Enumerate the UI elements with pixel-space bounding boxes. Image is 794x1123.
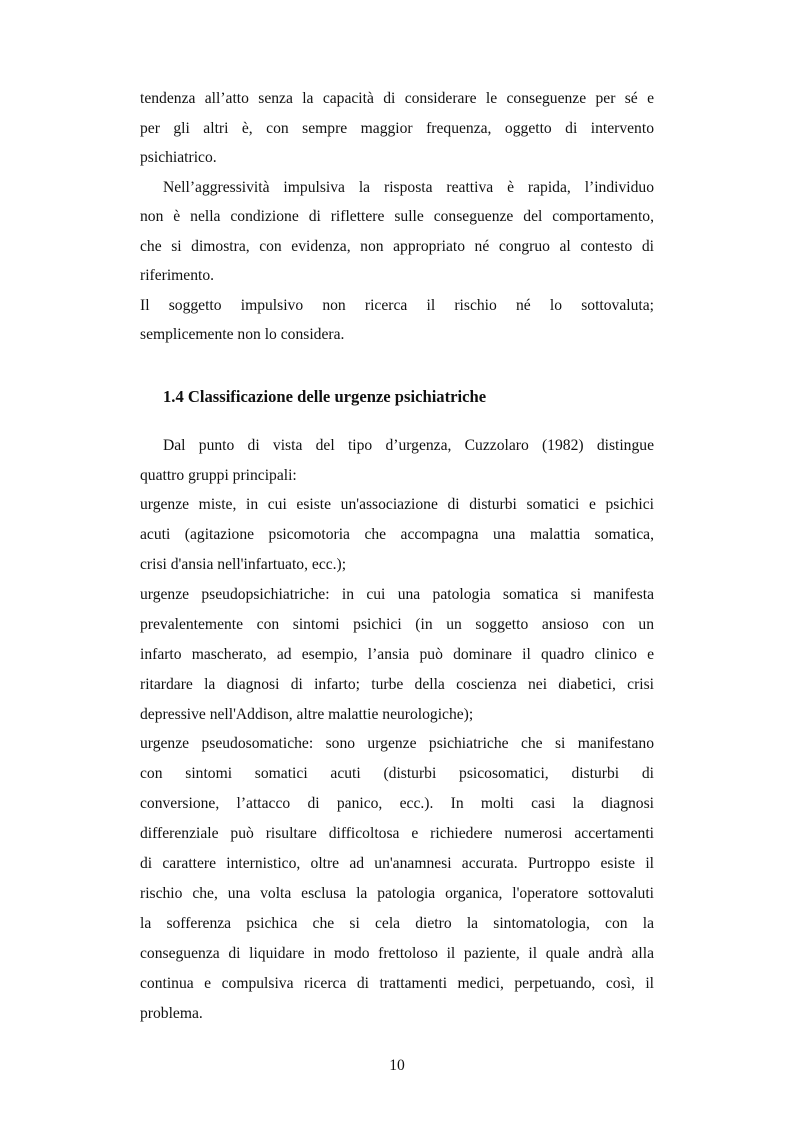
- text-line: continua e compulsiva ricerca di trattamenti medici, perpetuando, così, il: [140, 975, 654, 992]
- text-line: quattro gruppi principali:: [140, 467, 297, 484]
- text-line: psichiatrico.: [140, 149, 217, 166]
- text-line: con sintomi somatici acuti (disturbi psicosomatici, disturbi di: [140, 765, 654, 782]
- text-line: acuti (agitazione psicomotoria che accompagna una malattia somatica,: [140, 526, 654, 543]
- text-line: tendenza all’atto senza la capacità di considerare le conseguenze per sé e: [140, 90, 654, 107]
- text-line: infarto mascherato, ad esempio, l’ansia può dominare il quadro clinico e: [140, 646, 654, 663]
- text-line: conversione, l’attacco di panico, ecc.). In molti casi la diagnosi: [140, 795, 654, 812]
- text-line: non è nella condizione di riflettere sulle conseguenze del comportamento,: [140, 208, 654, 225]
- text-line: che si dimostra, con evidenza, non appropriato né congruo al contesto di: [140, 238, 654, 255]
- page-number: 10: [389, 1057, 405, 1074]
- text-line: problema.: [140, 1005, 203, 1022]
- text-line: Dal punto di vista del tipo d’urgenza, Cuzzolaro (1982) distingue: [163, 437, 654, 454]
- text-line: di carattere internistico, oltre ad un'anamnesi accurata. Purtroppo esiste il: [140, 855, 654, 872]
- text-line: urgenze pseudopsichiatriche: in cui una patologia somatica si manifesta: [140, 586, 654, 603]
- text-line: depressive nell'Addison, altre malattie neurologiche);: [140, 706, 474, 723]
- text-line: per gli altri è, con sempre maggior frequenza, oggetto di intervento: [140, 120, 654, 137]
- text-line: ritardare la diagnosi di infarto; turbe della coscienza nei diabetici, crisi: [140, 676, 654, 693]
- text-line: crisi d'ansia nell'infartuato, ecc.);: [140, 556, 347, 573]
- text-line: conseguenza di liquidare in modo frettoloso il paziente, il quale andrà alla: [140, 945, 654, 962]
- text-line: differenziale può risultare difficoltosa e richiedere numerosi accertamenti: [140, 825, 654, 842]
- text-line: Il soggetto impulsivo non ricerca il rischio né lo sottovaluta;: [140, 297, 654, 314]
- text-line: rischio che, una volta esclusa la patologia organica, l'operatore sottovaluti: [140, 885, 654, 902]
- text-line: urgenze pseudosomatiche: sono urgenze psichiatriche che si manifestano: [140, 735, 654, 752]
- text-line: urgenze miste, in cui esiste un'associazione di disturbi somatici e psichici: [140, 496, 654, 513]
- text-line: prevalentemente con sintomi psichici (in un soggetto ansioso con un: [140, 616, 654, 633]
- text-line: riferimento.: [140, 267, 215, 284]
- text-line: la sofferenza psichica che si cela dietro la sintomatologia, con la: [140, 915, 654, 932]
- section-heading: 1.4 Classificazione delle urgenze psichiatriche: [163, 387, 487, 406]
- text-line: Nell’aggressività impulsiva la risposta reattiva è rapida, l’individuo: [163, 179, 654, 196]
- text-line: semplicemente non lo considera.: [140, 326, 345, 343]
